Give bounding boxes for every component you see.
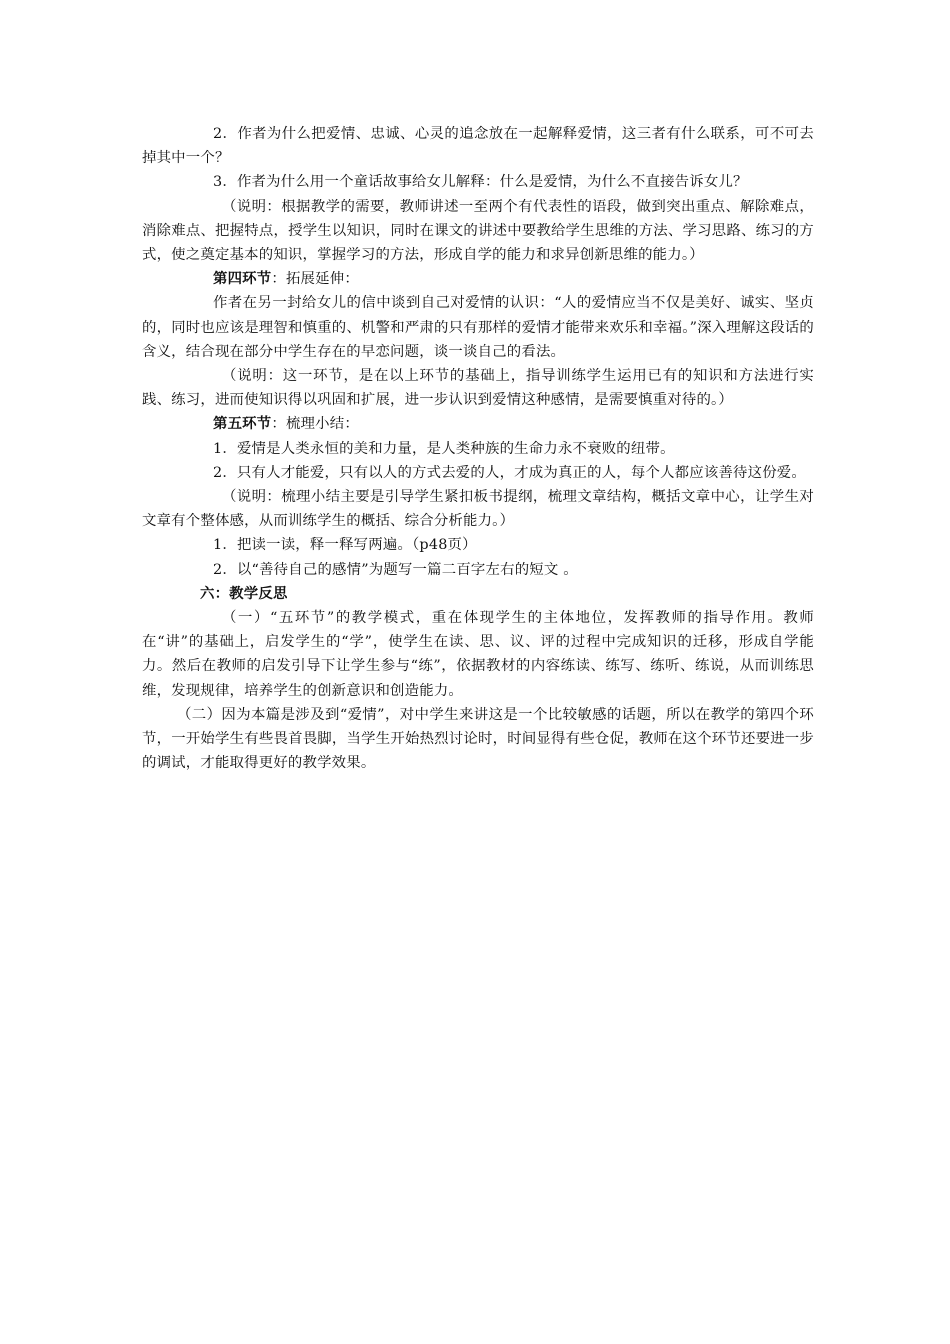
section3-note: （说明：根据教学的需要，教师讲述一至两个有代表性的语段，做到突出重点、解除难点，消除难点、把握特点，授学生以知识，同时在课文的讲述中要教给学生思维的方法、学习思路、练习的方式，使之奠定基本的知识，掌握学习的方法，形成自学的能力和求异创新思维的能力。） [142,198,814,264]
section5-point-1: 1．爱情是人类永恒的美和力量，是人类种族的生命力永不衰败的纽带。 [213,440,675,457]
homework-2: 2．以“善待自己的感情”为题写一篇二百字左右的短文 。 [213,561,578,578]
question-2: 2．作者为什么把爱情、忠诚、心灵的追念放在一起解释爱情，这三者有什么联系，可不可去掉其中一个？ [142,126,814,167]
section4-title: 第四环节 [213,270,272,288]
document-page [142,122,814,775]
section6-title: 六：教学反思 [200,584,288,602]
question-3: 3．作者为什么用一个童话故事给女儿解释：什么是爱情，为什么不直接告诉女儿？ [213,174,748,191]
section5-title: 第五环节 [213,415,272,433]
section4-body: 作者在另一封给女儿的信中谈到自己对爱情的认识：“人的爱情应当不仅是美好、诚实、坚贞的，同时也应该是理智和慎重的、机警和严肃的只有那样的爱情才能带来欢乐和幸福。”深入理解这段话的含义，结合现在部分中学生存在的早恋问题，谈一谈自己的看法。 [142,295,814,360]
section5-point-2: 2．只有人才能爱，只有以人的方式去爱的人，才成为真正的人，每个人都应该善待这份爱。 [213,464,806,481]
section4-note: （说明：这一环节，是在以上环节的基础上，指导训练学生运用已有的知识和方法进行实践、练习，进而使知识得以巩固和扩展，进一步认识到爱情这种感情，是需要慎重对待的。） [142,368,814,409]
section4-heading [142,267,814,291]
section4-subtitle: ：拓展延伸： [271,271,359,288]
reflection-2: （二）因为本篇是涉及到“爱情”，对中学生来讲这是一个比较敏感的话题，所以在教学的第四个环节，一开始学生有些畏首畏脚，当学生开始热烈讨论时，时间显得有些仓促，教师在这个环节还要进一步的调试，才能取得更好的教学效果。 [142,706,814,772]
section5-subtitle: ：梳理小结： [271,416,359,433]
section5-note: （说明：梳理小结主要是引导学生紧扣板书提纲，梳理文章结构，概括文章中心，让学生对文章有个整体感，从而训练学生的概括、综合分析能力。） [142,489,814,530]
reflection-1: （一）“五环节”的教学模式，重在体现学生的主体地位，发挥教师的指导作用。教师在“讲”的基础上，启发学生的“学”，使学生在读、思、议、评的过程中完成知识的迁移，形成自学能力。然后在教师的启发引导下让学生参与“练”，依据教材的内容练读、练写、练听、练说，从而训练思维，发现规律，培养学生的创新意识和创造能力。 [142,610,814,699]
homework-1: 1．把读一读，释一释写两遍。（p48页） [213,537,477,554]
section5-heading [142,412,814,436]
